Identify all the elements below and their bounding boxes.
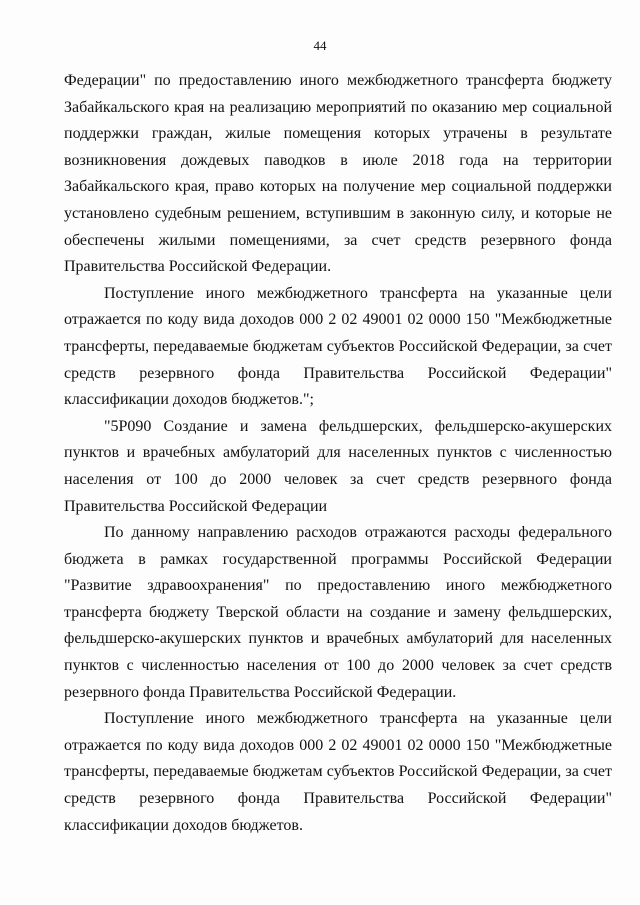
paragraph-income-code-2: Поступление иного межбюджетного трансферта на указанные цели отражается по коду вида доходов 000 2 02 49001 02 0000 150 "Межбюджетные трансферты, передаваемые бюджетам субъектов Российской Федерации, за счет средств резервного фонда Правительства Российской Федерации" классификации доходов бюджетов.: [64, 710, 612, 834]
paragraph-expense-code-5p090: "5Р090 Создание и замена фельдшерских, фельдшерско-акушерских пунктов и врачебных амбулаторий для населенных пунктов с численностью населения от 100 до 2000 человек за счет средств резервного фонда Правительства Российской Федерации: [64, 417, 612, 515]
page-number: 44: [313, 38, 327, 53]
paragraph-continuation: Федерации" по предоставлению иного межбюджетного трансферта бюджету Забайкальского края на реализацию мероприятий по оказанию мер социальной поддержки граждан, жилые помещения которых утрачены в результате возникновения дождевых паводков в июле 2018 года на территории Забайкальского края, право которых на получение мер социальной поддержки установлено судебным решением, вступившим в законную силу, и которые не обеспечены жилыми помещениями, за счет средств резервного фонда Правительства Российской Федерации.: [64, 72, 612, 276]
paragraph-expense-description: По данному направлению расходов отражаются расходы федерального бюджета в рамках государственной программы Российской Федерации "Развитие здравоохранения" по предоставлению иного межбюджетного трансферта бюджету Тверской области на создание и замену фельдшерских, фельдшерско-акушерских пунктов и врачебных амбулаторий для населенных пунктов с численностью населения от 100 до 2000 человек за счет средств резервного фонда Правительства Российской Федерации.: [64, 524, 612, 701]
paragraph-income-code-1: Поступление иного межбюджетного трансферта на указанные цели отражается по коду вида доходов 000 2 02 49001 02 0000 150 "Межбюджетные трансферты, передаваемые бюджетам субъектов Российской Федерации, за счет средств резервного фонда Правительства Российской Федерации" классификации доходов бюджетов.";: [64, 284, 612, 409]
